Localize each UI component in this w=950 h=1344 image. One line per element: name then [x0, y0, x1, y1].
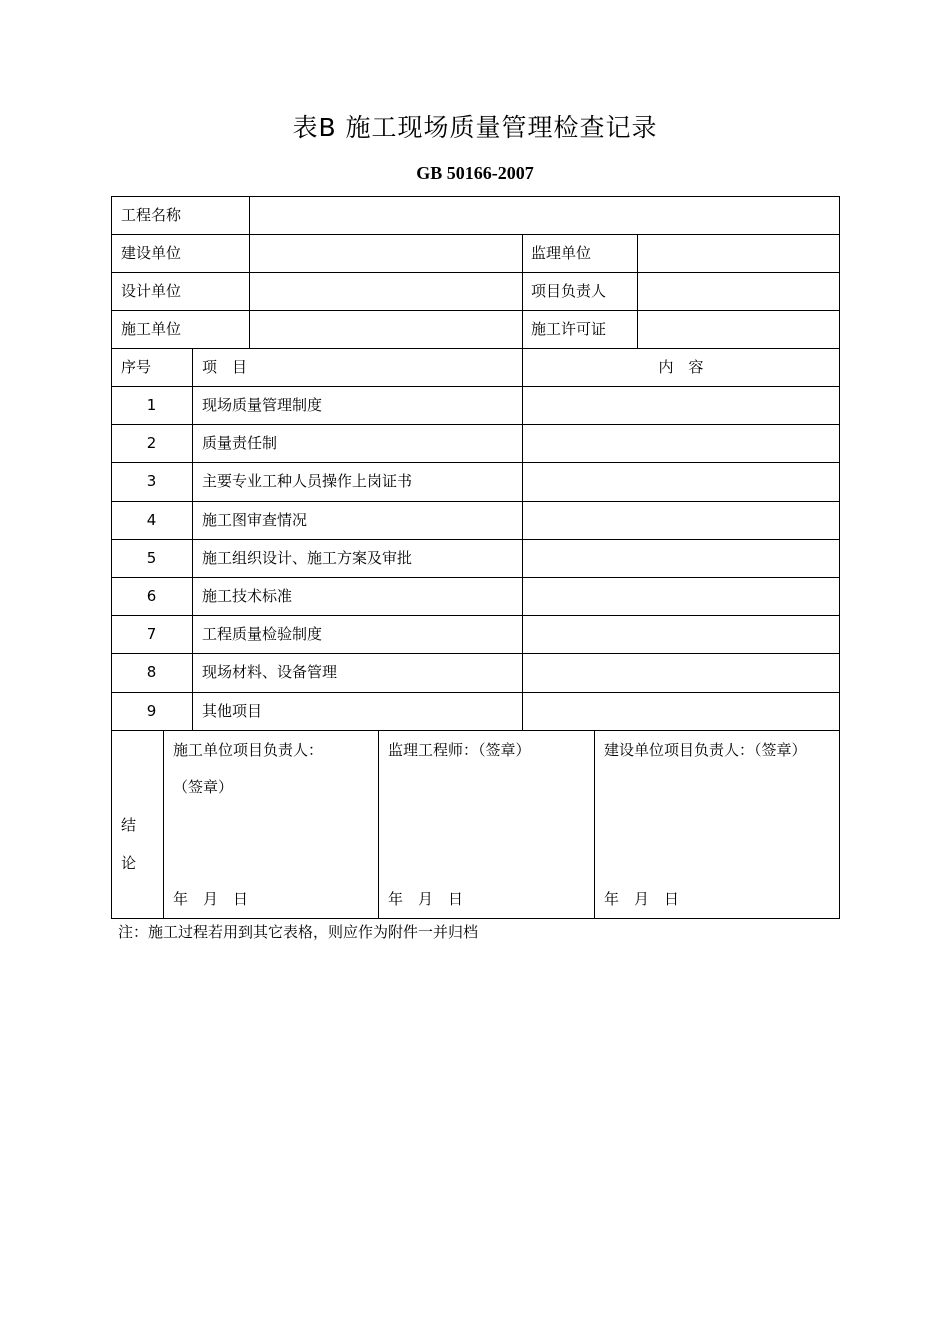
col-line [522, 234, 523, 730]
supervision-unit-label: 监理单位 [531, 244, 592, 262]
supervisor-sign-label: 监理工程师：（签章） [388, 741, 531, 759]
row-line [111, 692, 840, 693]
table-border-top [111, 196, 840, 197]
col-line [192, 348, 193, 730]
footer-note: 注：施工过程若用到其它表格，则应作为附件一并归档 [118, 923, 479, 941]
row-item: 施工图审查情况 [202, 511, 308, 529]
project-manager-label: 项目负责人 [531, 282, 607, 300]
builder-seal-label: （签章） [173, 778, 234, 796]
row-number: 8 [146, 663, 157, 681]
design-unit-label: 设计单位 [121, 282, 182, 300]
row-line [111, 424, 840, 425]
row-line [111, 310, 840, 311]
builder-sign-label: 施工单位项目负责人： [173, 741, 324, 759]
row-line [111, 501, 840, 502]
row-number: 7 [146, 625, 157, 643]
row-item: 工程质量检验制度 [202, 625, 323, 643]
row-number: 1 [146, 396, 157, 414]
row-item: 其他项目 [202, 702, 263, 720]
row-number: 4 [146, 511, 157, 529]
row-number: 6 [146, 587, 157, 605]
row-line [111, 615, 840, 616]
builder-date: 年 月 日 [173, 890, 249, 908]
row-line [111, 577, 840, 578]
row-number: 2 [146, 434, 157, 452]
row-item: 主要专业工种人员操作上岗证书 [202, 472, 413, 490]
supervisor-date: 年 月 日 [388, 890, 464, 908]
row-item: 现场材料、设备管理 [202, 663, 338, 681]
col-line [637, 234, 638, 348]
row-line [111, 386, 840, 387]
owner-sign-label: 建设单位项目负责人：（签章） [604, 741, 807, 759]
owner-date: 年 月 日 [604, 890, 680, 908]
row-number: 3 [146, 472, 157, 490]
builder-unit-label: 施工单位 [121, 320, 182, 338]
permit-label: 施工许可证 [531, 320, 607, 338]
row-line [111, 272, 840, 273]
row-line [111, 653, 840, 654]
conclusion-label-1: 结 [121, 816, 137, 834]
item-header: 项 目 [202, 358, 248, 376]
row-number: 5 [146, 549, 157, 567]
row-item: 现场质量管理制度 [202, 396, 323, 414]
row-item: 施工组织设计、施工方案及审批 [202, 549, 413, 567]
row-line [111, 234, 840, 235]
col-line [163, 730, 164, 919]
row-line [111, 348, 840, 349]
construction-unit-label: 建设单位 [121, 244, 182, 262]
table-border-bottom [111, 918, 840, 919]
inspection-form-table [111, 196, 840, 919]
row-line [111, 462, 840, 463]
row-item: 施工技术标准 [202, 587, 293, 605]
index-header: 序号 [121, 358, 152, 376]
table-border-right [839, 196, 840, 919]
row-line [111, 539, 840, 540]
content-header: 内 容 [658, 358, 704, 376]
page-title: 表B 施工现场质量管理检查记录 [292, 113, 658, 142]
col-line [594, 730, 595, 919]
row-item: 质量责任制 [202, 434, 278, 452]
row-line [111, 730, 840, 731]
row-number: 9 [146, 702, 157, 720]
col-line [249, 196, 250, 348]
conclusion-label-2: 论 [121, 854, 137, 872]
col-line [378, 730, 379, 919]
standard-code: GB 50166-2007 [416, 163, 534, 183]
project-name-label: 工程名称 [121, 206, 182, 224]
